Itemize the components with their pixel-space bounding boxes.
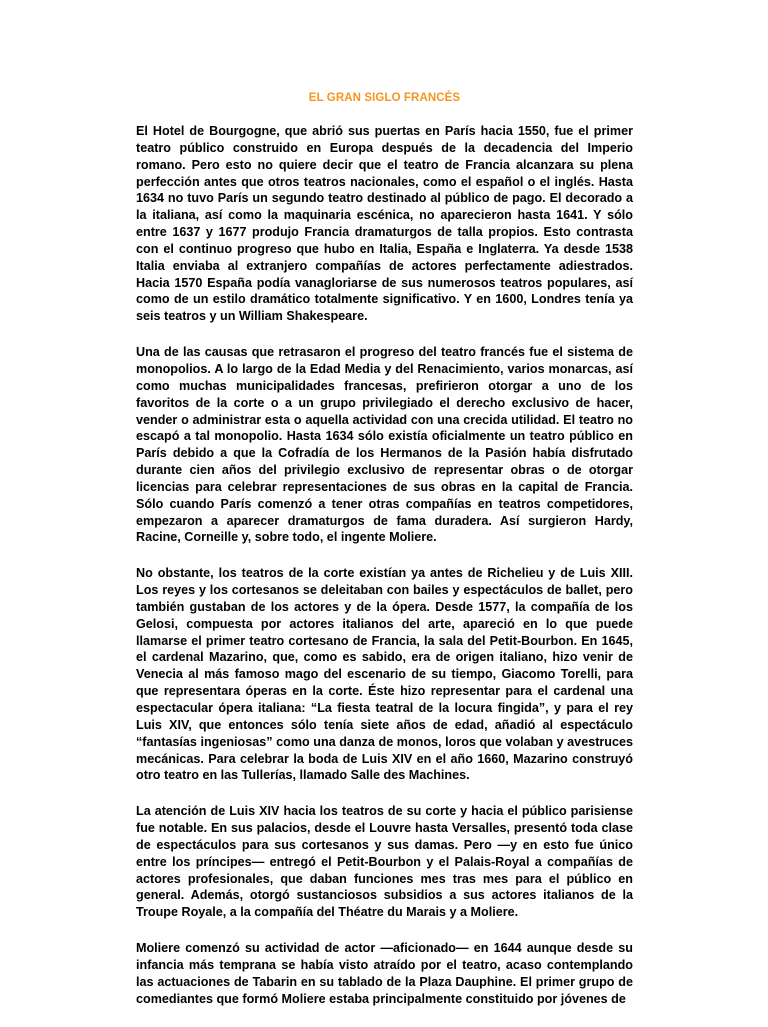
document-page [136,92,633,1027]
paragraph-4: La atención de Luis XIV hacia los teatros de su corte y hacia el público parisiense fue notable. En sus palacios, desde el Louvre hasta Versalles, presentó toda clase de espectáculos para sus cortesanos y sus damas. Pero —y en esto fue único entre los príncipes— entregó el Petit-Bourbon y el Palais-Royal a compañías de actores profesionales, que daban funciones mes tras mes para el público en general. Además, otorgó sustanciosos subsidios a sus actores italianos de la Troupe Royale, a la compañía del Théatre du Marais y a Moliere. [136,804,633,920]
paragraph-1: El Hotel de Bourgogne, que abrió sus puertas en París hacia 1550, fue el primer teatro público construido en Europa después de la decadencia del Imperio romano. Pero esto no quiere decir que el teatro de Francia alcanzara su plena perfección antes que otros teatros nacionales, como el español o el inglés. Hasta 1634 no tuvo París un segundo teatro destinado al público de pago. El decorado a la italiana, así como la maquinaria escénica, no aparecieron hasta 1641. Y sólo entre 1637 y 1677 produjo Francia dramaturgos de talla propios. Esto contrasta con el continuo progreso que hubo en Italia, España e Inglaterra. Ya desde 1538 Italia enviaba al extranjero compañías de actores perfectamente adiestrados. Hacia 1570 España podía vanagloriarse de sus numerosos teatros populares, así como de un estilo dramático totalmente significativo. Y en 1600, Londres tenía ya seis teatros y un William Shakespeare. [136,124,633,324]
paragraph-5: Moliere comenzó su actividad de actor —aficionado— en 1644 aunque desde su infancia más temprana se había visto atraído por el teatro, acaso contemplando las actuaciones de Tabarin en su tablado de la Plaza Dauphine. El primer grupo de comediantes que formó Moliere estaba principalmente constituido por jóvenes de [136,941,633,1006]
document-title: EL GRAN SIGLO FRANCÉS [308,92,461,104]
paragraph-2: Una de las causas que retrasaron el progreso del teatro francés fue el sistema de monopolios. A lo largo de la Edad Media y del Renacimiento, varios monarcas, así como muchas municipalidades francesas, prefirieron otorgar a uno de los favoritos de la corte o a un grupo privilegiado el derecho exclusivo de hacer, vender o administrar esta o aquella actividad con una crecida utilidad. El teatro no escapó a tal monopolio. Hasta 1634 sólo existía oficialmente un teatro público en París debido a que la Cofradía de los Hermanos de la Pasión había disfrutado durante cien años del privilegio exclusivo de representar obras o de otorgar licencias para celebrar representaciones de sus obras en la capital de Francia. Sólo cuando París comenzó a tener otras compañías en teatros competidores, empezaron a aparecer dramaturgos de fama duradera. Así surgieron Hardy, Racine, Corneille y, sobre todo, el ingente Moliere. [136,345,633,545]
paragraph-3: No obstante, los teatros de la corte existían ya antes de Richelieu y de Luis XIII. Los reyes y los cortesanos se deleitaban con bailes y espectáculos de ballet, pero también gustaban de los actores y de la ópera. Desde 1577, la compañía de los Gelosi, compuesta por actores italianos del arte, apareció en lo que puede llamarse el primer teatro cortesano de Francia, la sala del Petit-Bourbon. En 1645, el cardenal Mazarino, que, como es sabido, era de origen italiano, hizo venir de Venecia al más famoso mago del escenario de su tiempo, Giacomo Torelli, para que representara óperas en la corte. Éste hizo representar para el cardenal una espectacular ópera italiana: “La fiesta teatral de la locura fingida”, y para el rey Luis XIV, que entonces sólo tenía siete años de edad, añadió al espectáculo “fantasías ingeniosas” como una danza de monos, loros que volaban y avestruces mecánicas. Para celebrar la boda de Luis XIV en el año 1660, Mazarino construyó otro teatro en las Tullerías, llamado Salle des Machines. [136,566,633,783]
